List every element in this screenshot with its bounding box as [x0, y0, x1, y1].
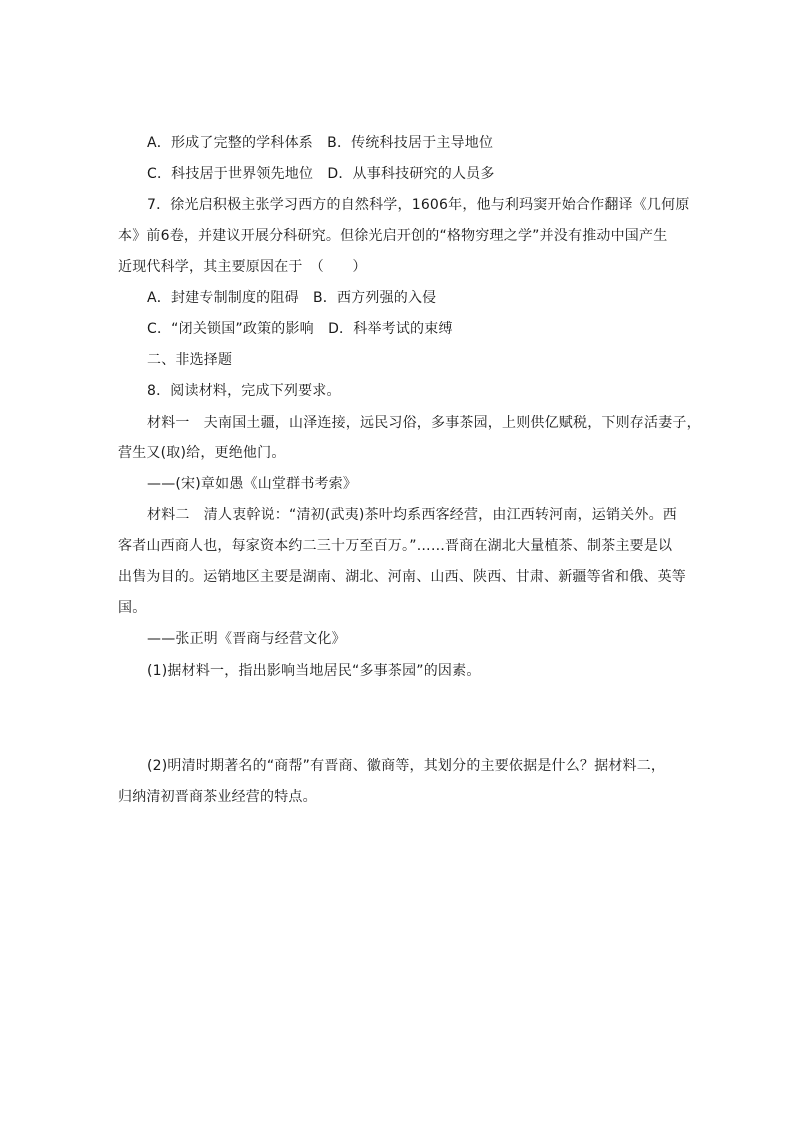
material2-line3: 出售为目的。运销地区主要是湖南、湖北、河南、山西、陕西、甘肃、新疆等省和俄、英等	[118, 569, 686, 585]
q7-stem-line1: 7．徐光启积极主张学习西方的自然科学，1606年，他与利玛窦开始合作翻译《几何原	[147, 197, 690, 213]
material1-line2: 营生又(取)给，更绝他门。	[118, 445, 286, 461]
q8-sub1: (1)据材料一，指出影响当地居民“多事茶园”的因素。	[147, 663, 481, 679]
material1-source: ——(宋)章如愚《山堂群书考索》	[147, 476, 358, 492]
material2-line1: 材料二 清人衷幹说：“清初(武夷)茶叶均系西客经营，由江西转河南，运销关外。西	[147, 507, 677, 523]
q6-options-ab: A．形成了完整的学科体系 B．传统科技居于主导地位	[147, 135, 494, 151]
material2-source: ——张正明《晋商与经营文化》	[147, 631, 346, 647]
material2-line4: 国。	[118, 600, 147, 616]
q7-options-cd: C．“闭关锁国”政策的影响 D．科举考试的束缚	[147, 321, 453, 337]
q7-stem-line2: 本》前6卷，并建议开展分科研究。但徐光启开创的“格物穷理之学”并没有推动中国产生	[118, 228, 668, 244]
q8-sub2-line2: 归纳清初晋商茶业经营的特点。	[118, 789, 317, 805]
q7-options-ab: A．封建专制制度的阻碍 B．西方列强的入侵	[147, 290, 437, 306]
section-heading: 二、非选择题	[147, 352, 233, 368]
q6-options-cd: C．科技居于世界领先地位 D．从事科技研究的人员多	[147, 166, 495, 182]
material1-line1: 材料一 夫南国土疆，山泽连接，远民习俗，多事茶园，上则供亿赋税，下则存活妻子，	[147, 415, 701, 431]
q8-stem: 8．阅读材料，完成下列要求。	[147, 383, 341, 399]
q8-sub2-line1: (2)明清时期著名的“商帮”有晋商、徽商等，其划分的主要依据是什么？据材料二，	[147, 758, 666, 774]
material2-line2: 客者山西商人也，每家资本约二三十万至百万。”……晋商在湖北大量植茶、制茶主要是以	[118, 538, 673, 554]
q7-stem-line3: 近现代科学，其主要原因在于 （ ）	[118, 259, 367, 275]
